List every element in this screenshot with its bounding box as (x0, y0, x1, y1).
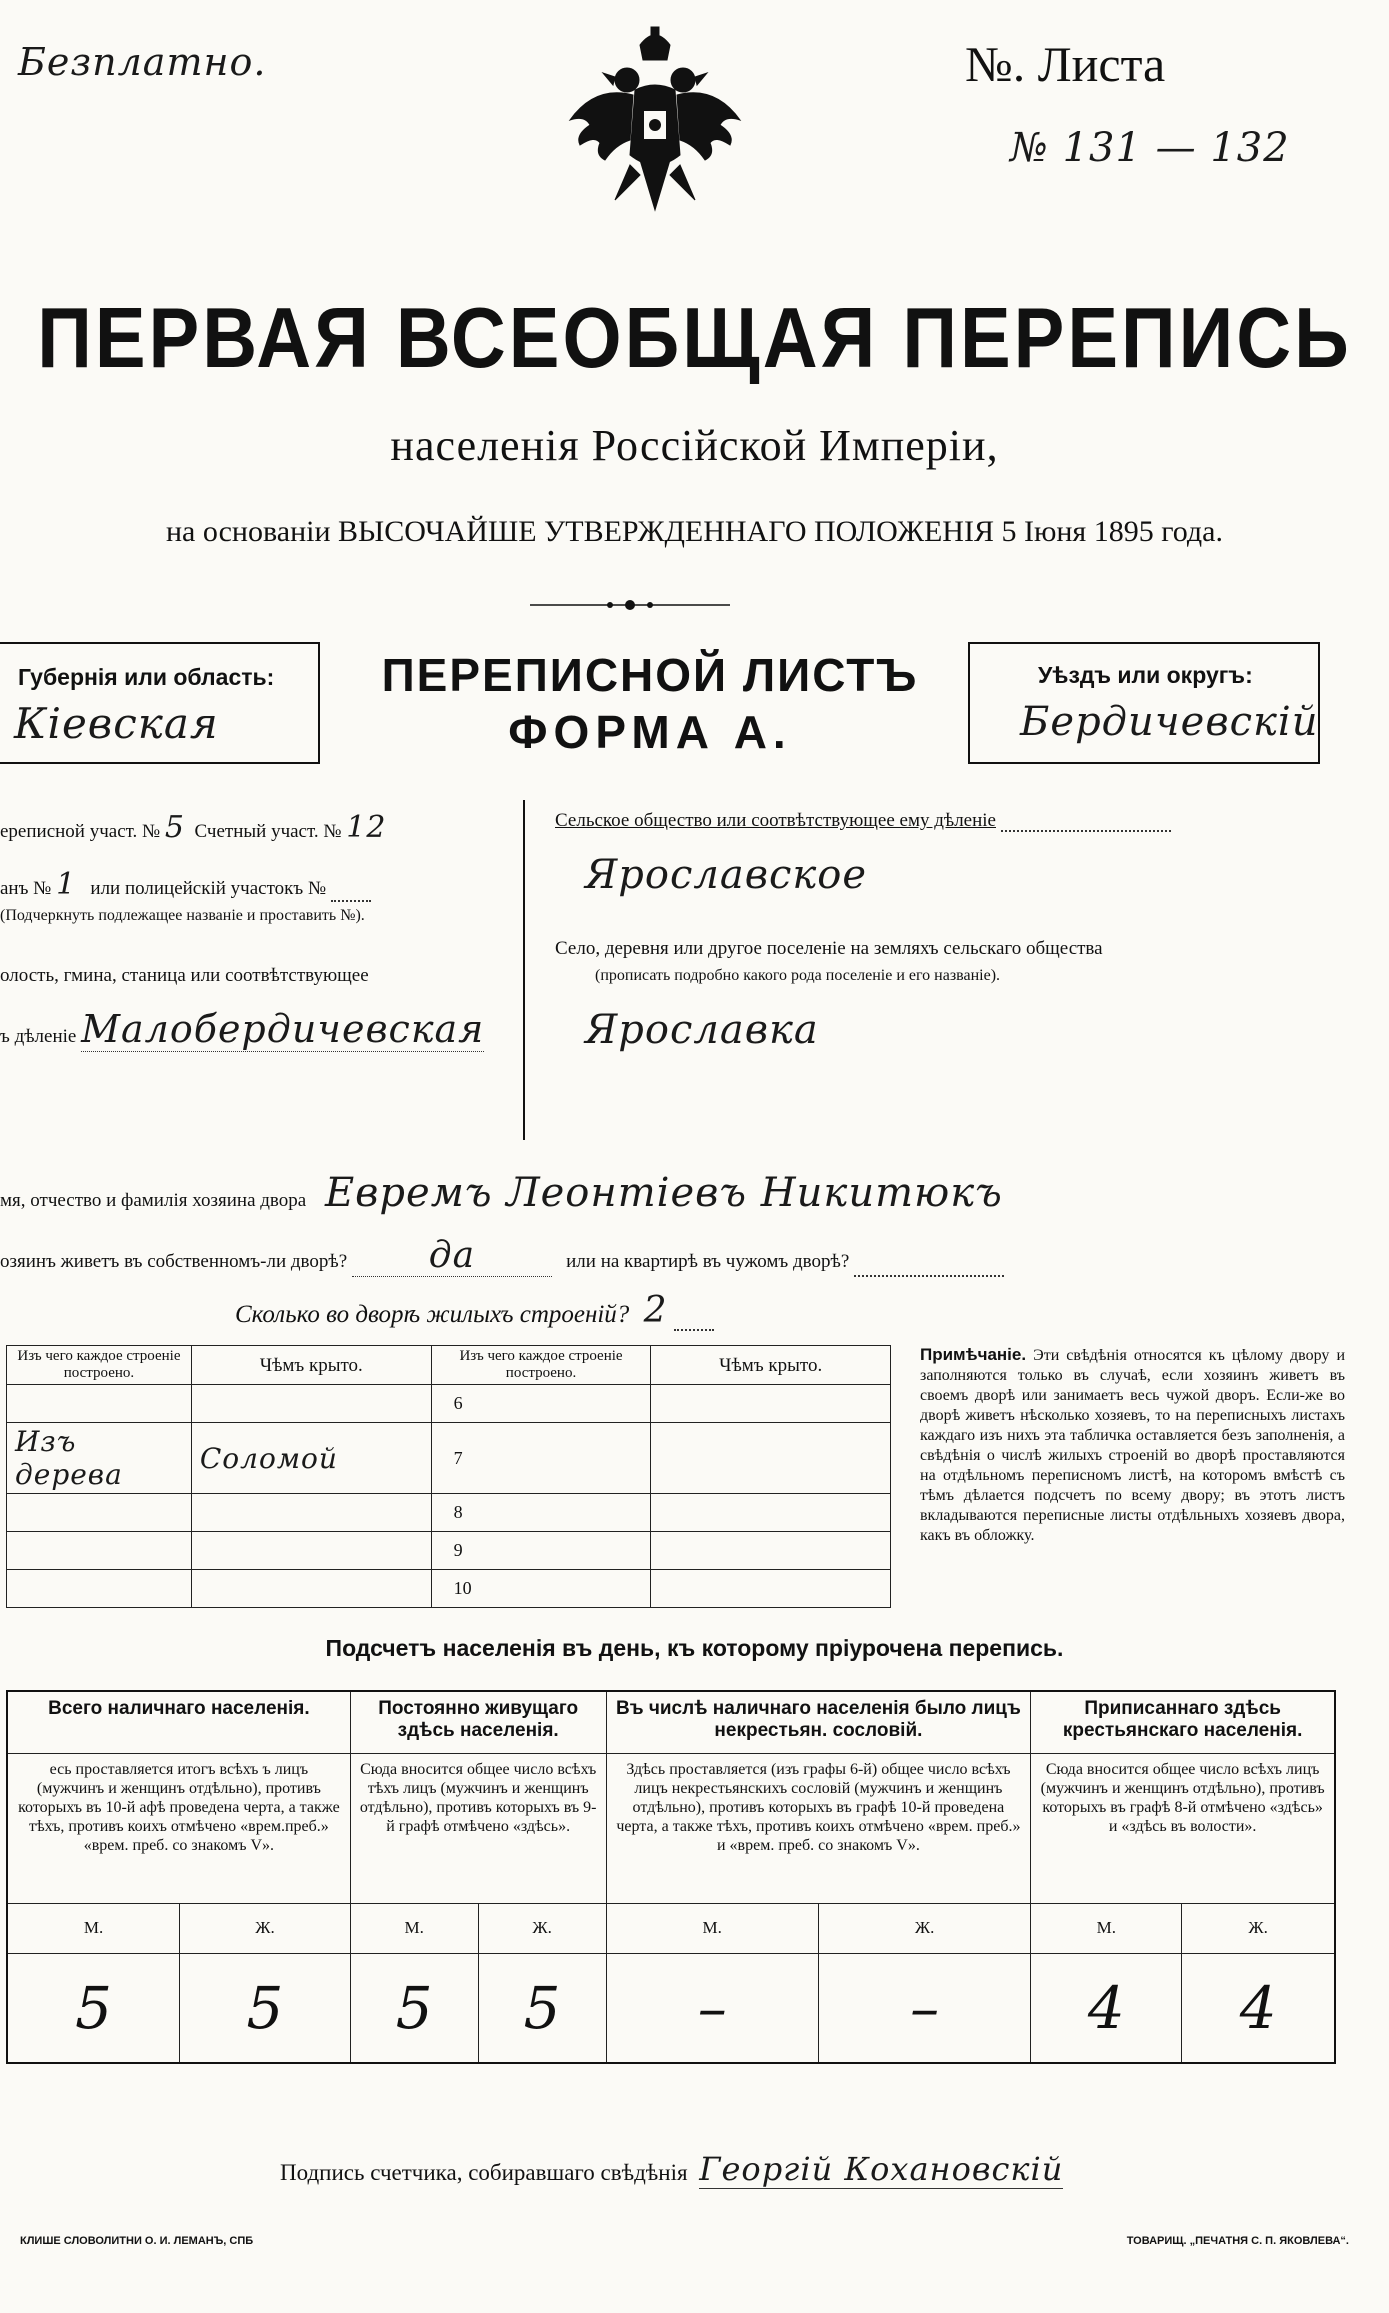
owner-name-label: мя, отчество и фамилія хозяина двора (0, 1190, 307, 1211)
male-label: М. (1031, 1903, 1182, 1953)
buildings-count-row (235, 1290, 714, 1331)
building-roof-cell[interactable] (191, 1385, 431, 1423)
census-basis: на основаніи ВЫСОЧАЙШЕ УТВЕРЖДЕННАГО ПОЛОЖЕНІЯ 5 Іюня 1895 года. (166, 515, 1223, 548)
volost-label: олость, гмина, станица или соотвѣтствующее (0, 965, 369, 986)
population-row (7, 1691, 1335, 1753)
society-label: Сельское общество или соотвѣтствующее ему дѣленіе (555, 810, 996, 831)
note-text: Эти свѣдѣнія относятся къ цѣлому двору и заполняются только въ случаѣ, если хозяинъ живетъ въ своемъ дворѣ или занимаетъ весь чужой дворъ. Если-же во дворѣ живетъ нѣсколько хозяевъ, то на переписныхъ листахъ каждаго изъ нихъ эта табличка оставляется безъ заполненія, а свѣдѣнія о числѣ жилыхъ строеній во дворѣ проставляются на отдѣльномъ переписномъ листѣ, на которомъ вмѣстѣ съ тѣмъ дѣлается подсчетъ по всему двору; въ этотъ листъ вкладываются переписные листы отдѣльныхъ хозяевъ двора, какъ въ обложку. (920, 1347, 1346, 1544)
population-col-title: Приписаннаго здѣсь крестьянскаго населенія. (1031, 1691, 1335, 1753)
male-label: М. (350, 1903, 478, 1953)
stan-label: анъ № (0, 878, 52, 899)
population-col-desc: Сюда вносится общее число всѣхъ тѣхъ лицъ (мужчинъ и женщинъ отдѣльно), противъ которыхъ въ 9-й графѣ отмѣчено «здѣсь». (350, 1753, 606, 1903)
col-roof-left: Чѣмъ крыто. (191, 1346, 431, 1385)
population-col-desc: есь проставляется итогъ всѣхъ ъ лицъ (мужчинъ и женщинъ отдѣльно), противъ которыхъ въ 10-й афѣ проведена черта, а также тѣхъ, противъ коихъ отмѣчено «врем.преб.» «врем. преб. со знакомъ V». (7, 1753, 350, 1903)
male-count[interactable]: 5 (7, 1953, 180, 2063)
buildings-count-label: Сколько во дворѣ жилыхъ строеній? (235, 1301, 630, 1328)
male-label: М. (606, 1903, 818, 1953)
perepis-uchast-label: ереписной участ. № (0, 821, 161, 842)
female-label: Ж. (478, 1903, 606, 1953)
male-count[interactable]: 5 (350, 1953, 478, 2063)
police-label: или полицейскій участокъ № (90, 878, 327, 899)
building-number-cell[interactable]: 10 (431, 1570, 651, 1608)
building-material-cell[interactable] (7, 1494, 192, 1532)
building-row (7, 1570, 891, 1608)
building-roof-cell[interactable] (191, 1494, 431, 1532)
stan-value[interactable]: 1 (56, 867, 77, 902)
schetny-value[interactable]: 12 (346, 810, 387, 845)
population-table (6, 1690, 1336, 2064)
population-row (7, 1753, 1335, 1903)
building-number-cell[interactable]: 6 (431, 1385, 651, 1423)
schetny-label: Счетный участ. № (194, 821, 342, 842)
uezd-label: Уѣздъ или округъ: (1038, 662, 1253, 688)
building-material-cell[interactable] (7, 1385, 192, 1423)
population-col-desc: Здѣсь проставляется (изъ графы 6-й) общее число всѣхъ лицъ некрестьянскихъ сословій (мужчинъ и женщинъ отдѣльно), противъ которыхъ въ графѣ 10-й проведена черта, а также тѣхъ, противъ коихъ отмѣчено «врем. преб.» и «врем. преб. со знакомъ V». (606, 1753, 1031, 1903)
building-roof-cell[interactable] (651, 1570, 891, 1608)
population-col-desc: Сюда вносится общее число всѣхъ лицъ (мужчинъ и женщинъ отдѣльно), противъ которыхъ въ графѣ 8-й отмѣчено «здѣсь» и «здѣсь въ волости». (1031, 1753, 1335, 1903)
perepis-uchast-value[interactable]: 5 (164, 810, 185, 845)
building-row (7, 1532, 891, 1570)
building-material-cell[interactable] (7, 1532, 192, 1570)
owner-rent-label: или на квартирѣ въ чужомъ дворѣ? (566, 1251, 850, 1272)
underline-note: (Подчеркнуть подлежащее названіе и проставить №). (0, 907, 365, 924)
footer-left: КЛИШЕ СЛОВОЛИТНИ О. И. ЛЕМАНЪ, СПБ (20, 2235, 254, 2247)
sheet-number-label: №. Листа (965, 36, 1166, 92)
female-count[interactable]: – (818, 1953, 1030, 2063)
right-admin-block (555, 810, 1335, 1053)
building-number-cell[interactable]: 9 (431, 1532, 651, 1570)
building-number-cell[interactable]: 8 (431, 1494, 651, 1532)
note-heading: Примѣчаніе. (920, 1345, 1027, 1364)
village-value[interactable]: Ярославка (585, 1007, 819, 1053)
gubernia-label: Губернія или область: (18, 664, 275, 690)
building-roof-cell[interactable] (191, 1532, 431, 1570)
male-label: М. (7, 1903, 180, 1953)
owner-name-value[interactable]: Евремъ Леонтіевъ Никитюкъ (324, 1170, 1003, 1216)
building-row (7, 1385, 891, 1423)
double-headed-eagle-emblem (555, 25, 755, 225)
population-col-title: Всего наличнаго населенія. (7, 1691, 350, 1753)
building-roof-cell[interactable] (651, 1532, 891, 1570)
delenie-label: ъ дѣленіе (0, 1026, 77, 1047)
male-count[interactable]: – (606, 1953, 818, 2063)
building-roof-cell[interactable] (651, 1494, 891, 1532)
female-count[interactable]: 5 (478, 1953, 606, 2063)
uezd-box (968, 642, 1320, 764)
free-label: Безплатно. (18, 40, 267, 84)
owner-name-row (0, 1170, 1003, 1216)
census-title: ПЕРВАЯ ВСЕОБЩАЯ ПЕРЕПИСЬ (37, 290, 1352, 387)
population-col-title: Постоянно живущаго здѣсь населенія. (350, 1691, 606, 1753)
gubernia-box (0, 642, 320, 764)
female-count[interactable]: 4 (1182, 1953, 1335, 2063)
signature-value[interactable]: Георгій Кохановскій (699, 2150, 1064, 2188)
ornament-divider (530, 598, 730, 612)
footer-right: ТОВАРИЩ. „ПЕЧАТНЯ С. П. ЯКОВЛЕВА“. (1126, 2235, 1349, 2247)
village-note: (прописать подробно какого рода поселеніе и его названіе). (595, 967, 1001, 984)
col-material-left: Изъ чего каждое строеніе построено. (7, 1346, 192, 1385)
female-label: Ж. (180, 1903, 351, 1953)
building-roof-cell[interactable]: Соломой (191, 1423, 431, 1494)
gubernia-value[interactable]: Кіевская (14, 699, 219, 748)
village-label: Село, деревня или другое поселеніе на земляхъ сельскаго общества (555, 938, 1103, 959)
vertical-divider (523, 800, 525, 1140)
population-row (7, 1903, 1335, 1953)
buildings-table (6, 1345, 891, 1608)
population-col-title: Въ числѣ наличнаго населенія было лицъ некрестьян. сословій. (606, 1691, 1031, 1753)
female-label: Ж. (1182, 1903, 1335, 1953)
building-material-cell[interactable]: Изъ дерева (7, 1423, 192, 1494)
delenie-value[interactable]: Малобердичевская (81, 1007, 485, 1051)
female-label: Ж. (818, 1903, 1030, 1953)
building-roof-cell[interactable] (651, 1385, 891, 1423)
population-row (7, 1953, 1335, 2063)
owner-lives-label: озяинъ живетъ въ собственномъ-ли дворѣ? (0, 1251, 348, 1272)
left-admin-block (0, 810, 520, 1051)
uezd-value[interactable]: Бердичевскій (1020, 699, 1319, 745)
owner-lives-row (0, 1235, 1004, 1277)
col-material-right: Изъ чего каждое строеніе построено. (431, 1346, 651, 1385)
building-roof-cell[interactable] (191, 1570, 431, 1608)
population-heading: Подсчетъ населенія въ день, къ которому пріурочена перепись. (325, 1635, 1064, 1661)
col-roof-right: Чѣмъ крыто. (651, 1346, 891, 1385)
building-row (7, 1494, 891, 1532)
owner-lives-value[interactable]: да (352, 1235, 552, 1277)
male-count[interactable]: 4 (1031, 1953, 1182, 2063)
buildings-count-value[interactable]: 2 (643, 1290, 668, 1331)
census-subtitle: населенія Россійской Имперіи, (390, 421, 999, 470)
sheet-number-value: № 131 — 132 (1010, 125, 1290, 171)
note-block (920, 1345, 1345, 1546)
society-value[interactable]: Ярославское (585, 852, 868, 898)
building-number-cell[interactable]: 7 (431, 1423, 651, 1494)
signature-label: Подпись счетчика, собиравшаго свѣдѣнія (280, 2160, 688, 2185)
signature-row (280, 2150, 1063, 2188)
female-count[interactable]: 5 (180, 1953, 351, 2063)
form-title: ПЕРЕПИСНОЙ ЛИСТЪ (381, 649, 919, 701)
building-material-cell[interactable] (7, 1570, 192, 1608)
form-letter: ФОРМА А. (508, 706, 792, 758)
building-row (7, 1423, 891, 1494)
building-roof-cell[interactable] (651, 1423, 891, 1494)
